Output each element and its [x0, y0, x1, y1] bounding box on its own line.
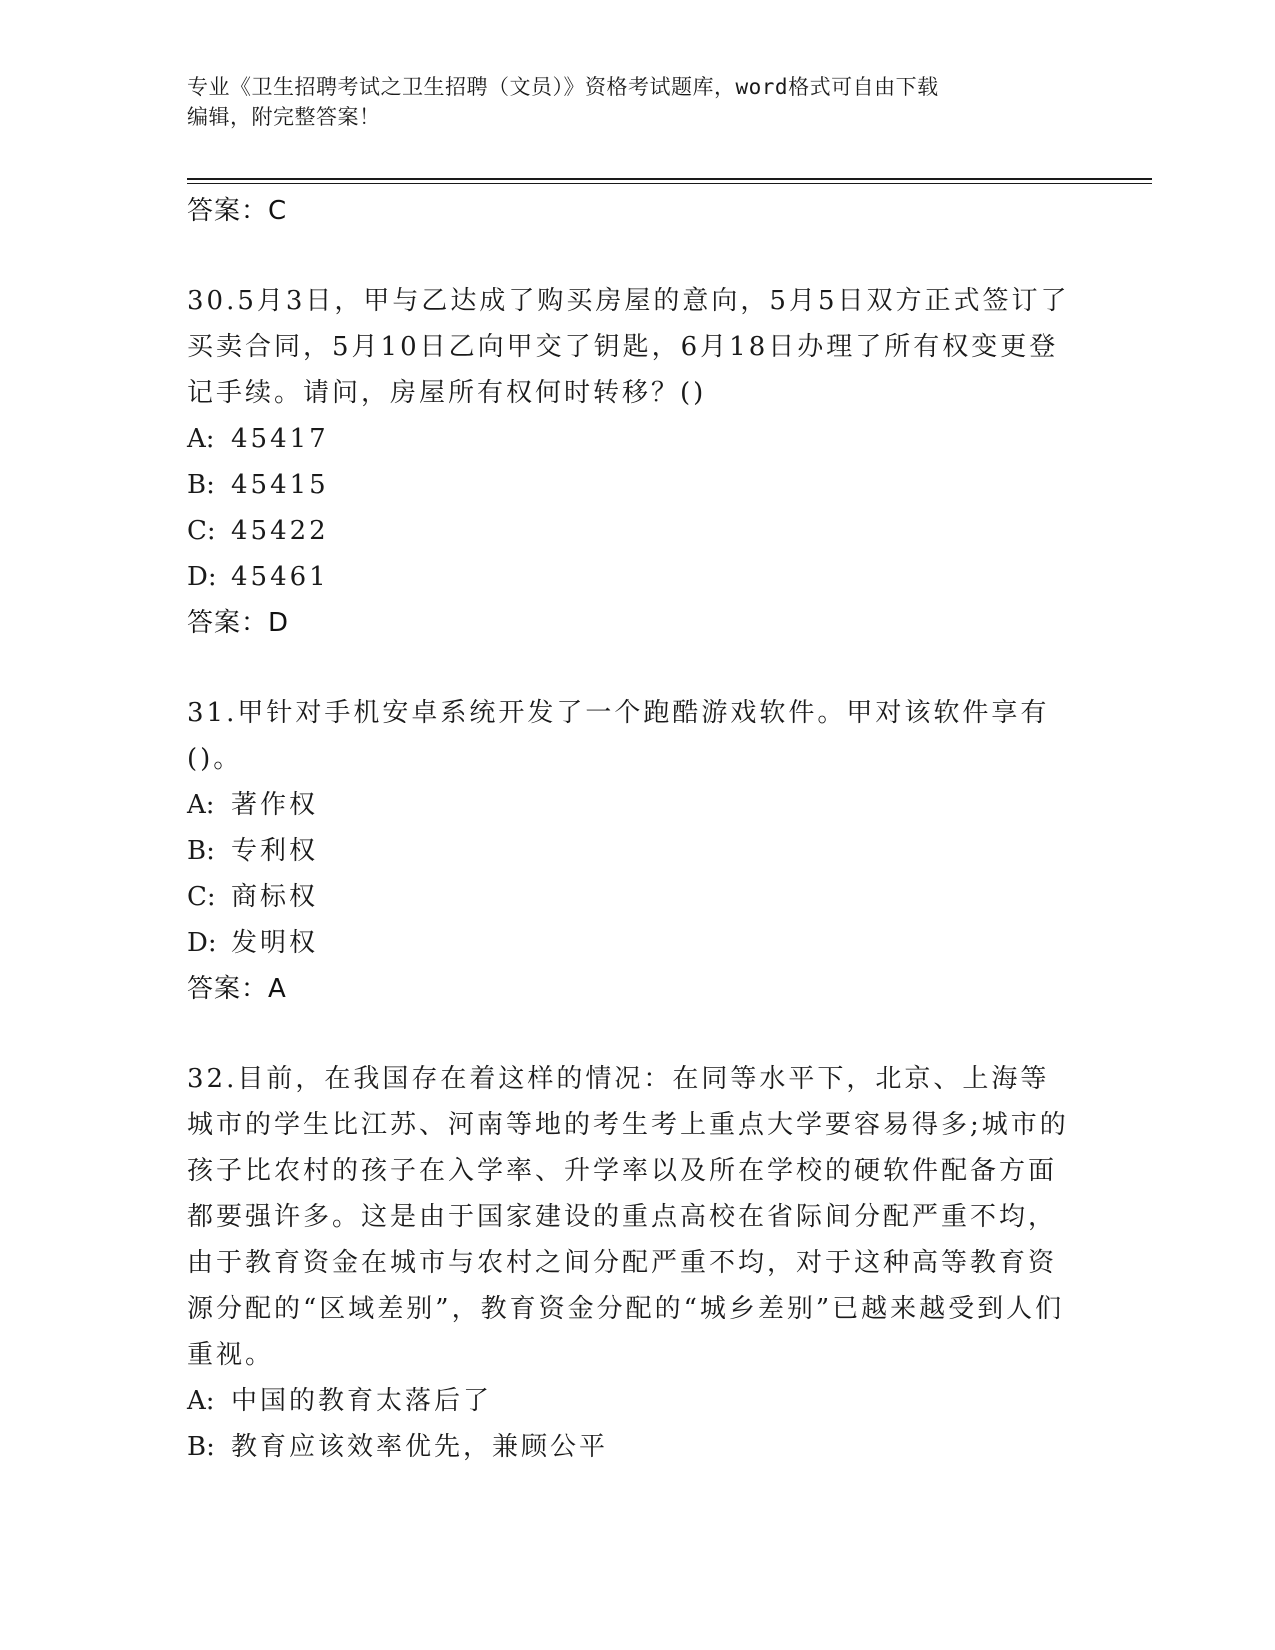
option-text: 著作权 [231, 790, 319, 820]
option-label: B: [187, 1432, 215, 1462]
question-text: 31.甲针对手机安卓系统开发了一个跑酷游戏软件。甲对该软件享有()。 [187, 698, 1050, 774]
option-text: 中国的教育太落后了 [231, 1386, 493, 1416]
option-b [187, 1424, 1087, 1470]
option-label: D: [187, 928, 217, 958]
question-text: 32.目前，在我国存在着这样的情况：在同等水平下，北京、上海等城市的学生比江苏、河南等地的考生考上重点大学要容易得多;城市的孩子比农村的孩子在入学率、升学率以及所在学校的硬软件配备方面都要强许多。这是由于国家建设的重点高校在省际间分配严重不均，由于教育资金在城市与农村之间分配严重不均，对于这种高等教育资源分配的“区域差别”，教育资金分配的“城乡差别”已越来越受到人们重视。 [187, 1064, 1069, 1370]
option-text: 教育应该效率优先，兼顾公平 [231, 1432, 609, 1462]
option-c [187, 874, 1087, 920]
option-c [187, 508, 1087, 554]
option-d [187, 920, 1087, 966]
option-d [187, 554, 1087, 600]
option-text: 45417 [231, 424, 329, 454]
option-label: B: [187, 470, 215, 500]
header-divider-thin [187, 183, 1152, 184]
option-text: 45461 [231, 562, 329, 592]
option-text: 发明权 [231, 928, 319, 958]
header-line-2: 编辑，附完整答案！ [187, 105, 381, 129]
question-list [187, 188, 1087, 1470]
option-text: 专利权 [231, 836, 319, 866]
option-label: C: [187, 516, 216, 546]
option-label: A: [187, 424, 215, 454]
option-b [187, 462, 1087, 508]
option-text: 45415 [231, 470, 329, 500]
header-line-1: 专业《卫生招聘考试之卫生招聘（文员）》资格考试题库，word格式可自由下载 [187, 75, 939, 99]
option-text: 45422 [231, 516, 329, 546]
option-label: D: [187, 562, 217, 592]
option-text: 商标权 [231, 882, 319, 912]
answer-line: 答案：A [187, 974, 287, 1004]
question-text: 30.5月3日，甲与乙达成了购买房屋的意向，5月5日双方正式签订了买卖合同，5月10日乙向甲交了钥匙，6月18日办理了所有权变更登记手续。请问，房屋所有权何时转移？() [187, 286, 1070, 408]
option-label: A: [187, 1386, 215, 1416]
option-label: C: [187, 882, 216, 912]
option-a [187, 782, 1087, 828]
document-header [187, 72, 1077, 132]
option-a [187, 1378, 1087, 1424]
option-label: A: [187, 790, 215, 820]
answer-line: 答案：C [187, 196, 288, 226]
option-label: B: [187, 836, 215, 866]
answer-line: 答案：D [187, 608, 290, 638]
option-b [187, 828, 1087, 874]
header-divider-thick [187, 178, 1152, 180]
option-a [187, 416, 1087, 462]
